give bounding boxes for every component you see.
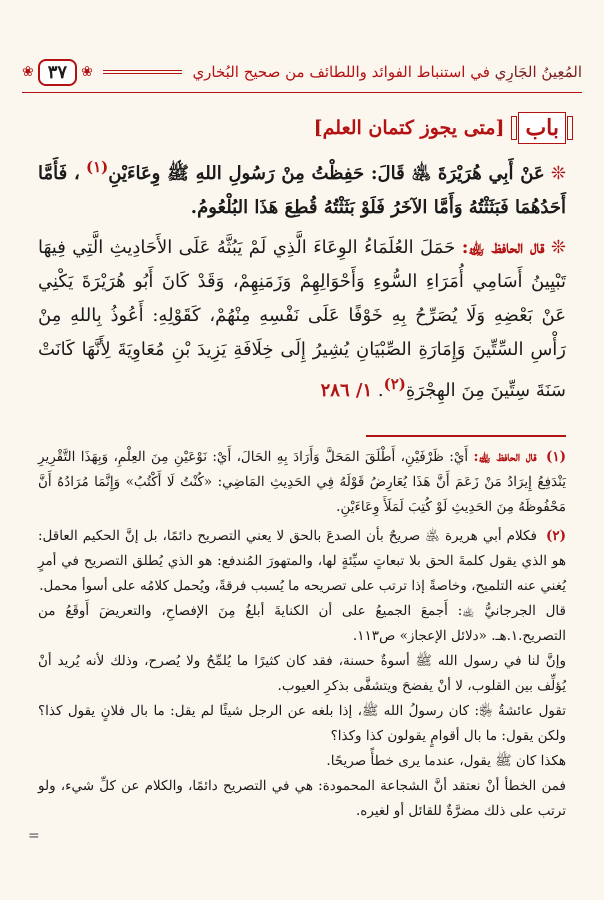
footnote-text: أَيْ: ظَرْفَيْنِ، أَطْلَقَ المَحَلَّ وَأَرَادَ بِهِ الحَالَ، أَيْ: نَوْعَيْنِ مِنَ العِلْمِ، وَبِهَذَا التَّقْرِيرِ يَنْدَفِعُ إِيرَادُ مَنْ زَعَمَ أَنَّ هَذَا يُعَارِضُ قَوْلَهُ فِي الحَدِيثِ المَاضِي: «كُنْتُ لَا أَكْتُبُ» وَإِنَّمَا مُرَادُهُ أَنَّ مَحْفُوظَهُ مِنَ الحَدِيثِ لَوْ كُتِبَ لَمَلَأَ وِعَاءَيْنِ. <box>38 449 566 515</box>
footnote-line: فمن الخطأ أنْ نعتقد أنَّ الشجاعة المحمودة: هي في التصريح دائمًا، والكلام عن كلِّ شيء، ولو ترتب على ذلك مضرَّةٌ للقائل أو لغيره. <box>38 778 566 819</box>
hadith-text: عَنْ أَبِي هُرَيْرَةَ ﵁ قَالَ: حَفِظْتُ مِنْ رَسُولِ اللهِ ﷺ وِعَاءَيْنِ <box>108 163 545 184</box>
footnote-number: (٢) <box>545 528 567 544</box>
footnotes <box>38 445 566 824</box>
footnote-ref: (٢) <box>383 375 406 393</box>
footnote-line: فكلام أبي هريرة ﵁ صريحٌ بأن الصدعَ بالحق لا يعني التصريح دائمًا، بل إنَّ الحكيم العاقل: هو الذي يقول كلمةَ الحق بلا تبعاتٍ سيِّئةٍ لها، والمتهورَ المُندفع: هو الذي يُطلق التصريح في أمرٍ يُغني عنه التلميح، وخاصةً إذا ترتب على تصريحه ما يُسبب فرقةً، ويُحمل كلامُه على أسوأ محمل. <box>38 528 566 594</box>
hadith-paragraph <box>38 150 566 225</box>
footnote-label: قال الحافظ ﵀: <box>473 449 537 465</box>
header-rule <box>103 70 183 74</box>
footnote-line: هكذا كان ﷺ يقول، عندما يرى خطأً صريحًا. <box>326 753 566 769</box>
volume-page-ref: ١/ ٢٨٦ <box>320 380 373 401</box>
star-icon: ❊ <box>550 163 566 184</box>
footnote-line: قال الجرجانيُّ ﵀: أَجمعَ الجميعُ على أن الكنايةَ أبلغُ مِنَ الإفصاحِ، والتعريضَ أَوقَعُ من التصريح.١.هـ. «دلائل الإعجاز» ص١١٣. <box>38 603 566 644</box>
running-title-main: المُعِينُ الجَارِي <box>494 63 582 81</box>
star-icon: ❊ <box>550 237 566 258</box>
commentary-label: قال الحافظ ﵀: <box>461 237 545 258</box>
footnote <box>38 445 566 520</box>
chapter-heading <box>314 112 566 144</box>
commentary-text: حَمَلَ العُلَمَاءُ الوِعَاءَ الَّذِي لَمْ يَبُثَّهُ عَلَى الأَحَادِيثِ الَّتِي فِيهَا تَبْيِينُ أَسَامِي أُمَرَاءِ السُّوءِ وَأَحْوَالِهِمْ وَزَمَنِهِمْ، وَقَدْ كَانَ أَبُو هُرَيْرَةَ يَكْنِي عَنْ بَعْضِهِ وَلَا يُصَرِّحُ بِهِ خَوْفًا عَلَى نَفْسِهِ مِنْهُمْ، كَقَوْلِهِ: أَعُوذُ بِاللهِ مِنْ رَأْسِ السِّتِّينَ وَإِمَارَةِ الصِّبْيَانِ يُشِيرُ إِلَى خِلَافَةِ يَزِيدَ بْنِ مُعَاوِيَةَ لِأَنَّهَا كَانَتْ سَنَةَ سِتِّينَ مِنَ الهِجْرَةِ <box>38 237 566 401</box>
footnote <box>38 524 566 599</box>
page-number-frame <box>22 59 93 86</box>
chapter-label: باب <box>518 112 566 144</box>
ornament-icon: ❀ <box>81 64 93 80</box>
running-title-sub: في استنباط الفوائد واللطائف من صحيح البُخاري <box>192 63 490 81</box>
page-header <box>22 52 582 92</box>
hadith-text-continued: ، فَأَمَّا أَحَدُهُمَا فَبَثَثْتُهُ وَأَمَّا الآخَرُ فَلَوْ بَثَثْتُهُ قُطِعَ هَذَا البُلْعُومُ. <box>38 163 566 218</box>
continuation-mark: = <box>28 828 40 844</box>
footnote-separator <box>366 435 566 437</box>
commentary-paragraph: ❊ قال الحافظ ﵀: حَمَلَ العُلَمَاءُ الوِعَاءَ الَّذِي لَمْ يَبُثَّهُ عَلَى الأَحَادِيثِ الَّتِي فِيهَا تَبْيِينُ أَسَامِي أُمَرَاءِ السُّوءِ وَأَحْوَالِهِمْ وَزَمَنِهِمْ، وَقَدْ كَانَ أَبُو هُرَيْرَةَ يَكْنِي عَنْ بَعْضِهِ وَلَا يُصَرِّحُ بِهِ خَوْفًا عَلَى نَفْسِهِ مِنْهُمْ، كَقَوْلِهِ: أَعُوذُ بِاللهِ مِنْ رَأْسِ السِّتِّينَ وَإِمَارَةِ الصِّبْيَانِ يُشِيرُ إِلَى خِلَافَةِ يَزِيدَ بْنِ مُعَاوِيَةَ لِأَنَّهَا كَانَتْ سَنَةَ سِتِّينَ مِنَ الهِجْرَةِ$^{(٢)}$. ١/ ٢٨٦ <box>38 237 566 401</box>
page-number: ٣٧ <box>38 59 77 86</box>
main-text <box>38 150 566 408</box>
header-divider <box>22 92 582 93</box>
ornament-icon: ❀ <box>22 64 34 80</box>
footnote-line: تقول عائشةُ ﵂: كان رسولُ الله ﷺ، إذا بلغه عن الرجل شيئًا لم يقل: ما بال فلانٍ يقول كذا؟ ولكن يقول: ما بال أقوامٍ يقولون كذا وكذا؟ <box>38 703 566 744</box>
chapter-title: [متى يجوز كتمان العلم] <box>313 117 505 139</box>
footnote-ref: (١) <box>86 158 109 176</box>
footnote-number: (١) <box>545 449 566 465</box>
footnote-line: وإنَّ لنا في رسول الله ﷺ أسوةٌ حسنة، فقد كان كثيرًا ما يُلمِّحُ ولا يُصرح، وذلك لأنه يُريد أنْ يُؤلِّف بين القلوب، لا أنْ يفضحَ ويتشفَّى بذكرِ العيوب. <box>38 653 566 694</box>
running-title <box>192 63 582 81</box>
